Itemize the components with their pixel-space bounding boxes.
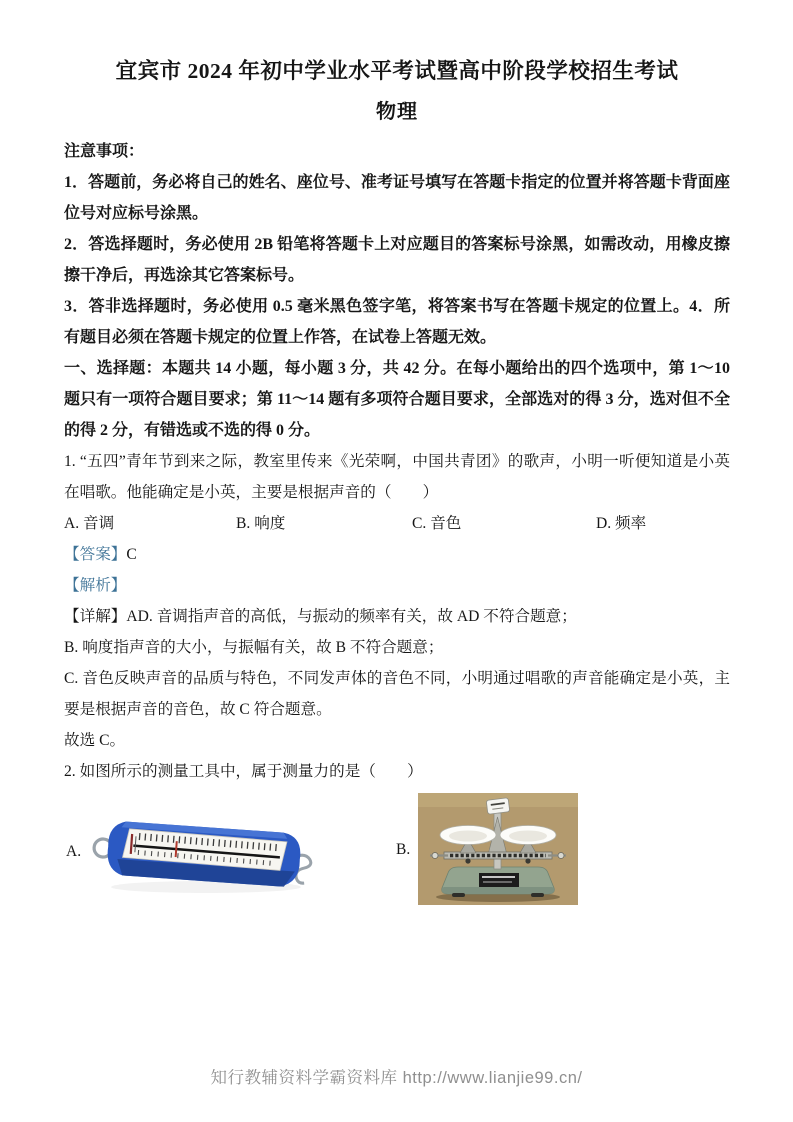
notice-heading: 注意事项： <box>64 143 145 160</box>
section-heading: 一、选择题：本题共 14 小题，每小题 3 分，共 42 分。在每小题给出的四个选项中，第 1～10 题只有一项符合题目要求；第 11～14 题有多项符合题目要求，全部选对的得 3 分，选对但不全的得 2 分，有错选或不选的得 0 分。 <box>64 360 730 439</box>
detail-paragraph-b: B. 响度指声音的大小，与振幅有关，故 B 不符合题意； <box>64 639 444 656</box>
detail-paragraph-ad: 【详解】AD. 音调指声音的高低，与振动的频率有关，故 AD 不符合题意； <box>64 608 577 625</box>
balance-scale-image <box>418 793 578 905</box>
analysis-label: 【解析】 <box>64 577 127 594</box>
question-2-text: 2. 如图所示的测量工具中，属于测量力的是（ ） <box>64 763 423 780</box>
notice-item-1: 1．答题前，务必将自己的姓名、座位号、准考证号填写在答题卡指定的位置并将答题卡背面座位号对应标号涂黑。 <box>64 174 730 222</box>
detail-conclusion: 故选 C。 <box>64 732 126 749</box>
question-1-options <box>64 508 730 539</box>
option-a: A. 音调 <box>64 515 115 532</box>
footer-watermark: 知行教辅资料学霸资料库 http://www.lianjie99.cn/ <box>210 1069 583 1087</box>
detail-paragraph-c: C. 音色反映声音的品质与特色，不同发声体的音色不同，小明通过唱歌的声音能确定是小英，主要是根据声音的音色，故 C 符合题意。 <box>64 670 730 718</box>
figure-b-label: B. <box>396 841 411 858</box>
page-title: 宜宾市 2024 年初中学业水平考试暨高中阶段学校招生考试 <box>115 59 679 83</box>
question-1-text: 1. “五四”青年节到来之际，教室里传来《光荣啊，中国共青团》的歌声，小明一听便知道是小英在唱歌。他能确定是小英，主要是根据声音的（ ） <box>64 453 730 501</box>
notice-item-2: 2．答选择题时，务必使用 2B 铅笔将答题卡上对应题目的答案标号涂黑，如需改动，用橡皮擦擦干净后，再选涂其它答案标号。 <box>64 236 730 284</box>
notice-item-3: 3．答非选择题时，务必使用 0.5 毫米黑色签字笔，将答案书写在答题卡规定的位置上。4．所有题目必须在答题卡规定的位置上作答，在试卷上答题无效。 <box>64 298 730 346</box>
spring-scale-image <box>88 803 318 901</box>
answer-label: 【答案】 <box>64 546 127 563</box>
subject-title: 物理 <box>376 101 418 123</box>
option-c: C. 音色 <box>412 515 462 532</box>
figure-a-label: A. <box>66 843 82 860</box>
question-2-figures <box>64 787 730 909</box>
option-b: B. 响度 <box>236 515 286 532</box>
answer-line <box>64 539 730 570</box>
answer-value: C <box>126 546 137 563</box>
option-d: D. 频率 <box>596 515 647 532</box>
